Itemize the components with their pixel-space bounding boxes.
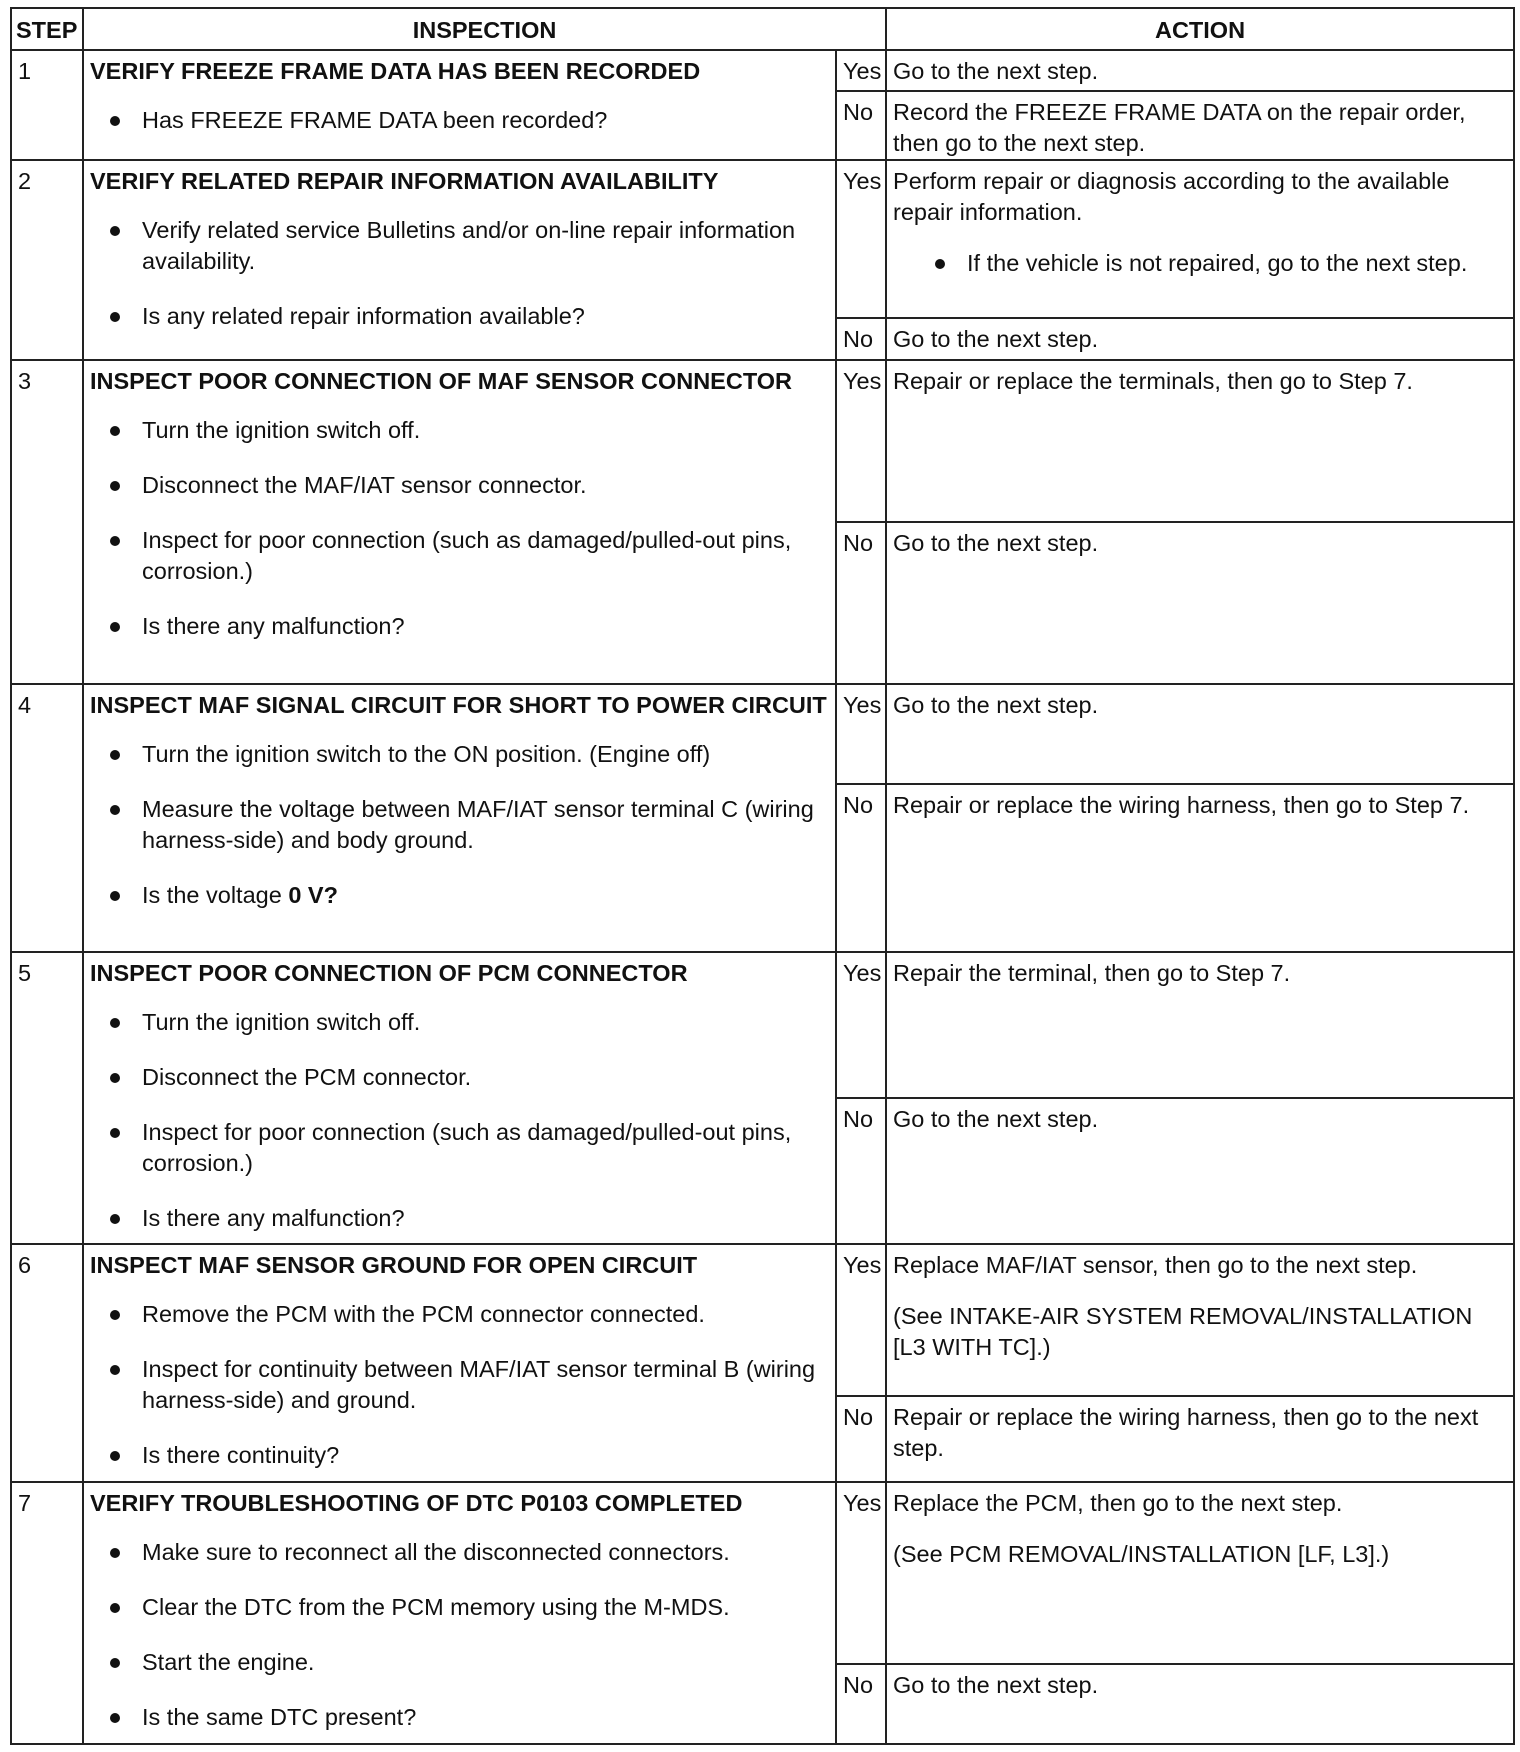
yes-label: Yes	[836, 684, 886, 784]
bullet-text: Make sure to reconnect all the disconnected connectors.	[142, 1539, 730, 1565]
list-item	[142, 1537, 829, 1568]
yes-label: Yes	[836, 952, 886, 1098]
step-number: 7	[11, 1482, 83, 1744]
no-action: Go to the next step.	[886, 318, 1514, 360]
bullet-icon	[110, 226, 120, 236]
yes-label: Yes	[836, 160, 886, 318]
inspection-bullets	[90, 1007, 829, 1234]
header-inspection: INSPECTION	[83, 8, 886, 50]
bullet-text: Is there continuity?	[142, 1442, 340, 1468]
bullet-icon	[110, 536, 120, 546]
step-number: 6	[11, 1244, 83, 1482]
no-action: Go to the next step.	[886, 522, 1514, 684]
inspection-bullets	[90, 105, 829, 136]
yes-action: Go to the next step.	[886, 684, 1514, 784]
inspection-title: INSPECT POOR CONNECTION OF PCM CONNECTOR	[90, 960, 688, 986]
diagnostic-procedure-table	[10, 7, 1515, 1745]
list-item	[142, 880, 829, 911]
table-row	[11, 50, 1514, 91]
yes-action: Replace the PCM, then go to the next step.	[893, 1490, 1343, 1516]
inspection-bullets	[90, 215, 829, 332]
no-action: Record the FREEZE FRAME DATA on the repair order, then go to the next step.	[886, 91, 1514, 160]
bullet-text: Turn the ignition switch to the ON position. (Engine off)	[142, 741, 711, 767]
table-header-row	[11, 8, 1514, 50]
no-action: Go to the next step.	[886, 1664, 1514, 1744]
list-item	[142, 525, 829, 587]
yes-action-note: (See PCM REMOVAL/INSTALLATION [LF, L3].)	[893, 1541, 1390, 1567]
bullet-icon	[110, 1365, 120, 1375]
list-item	[142, 415, 829, 446]
bullet-icon	[110, 1073, 120, 1083]
yes-action: Go to the next step.	[886, 50, 1514, 91]
bullet-text-bold: 0 V	[288, 882, 324, 908]
no-action: Go to the next step.	[886, 1098, 1514, 1244]
yes-action-note: (See INTAKE-AIR SYSTEM REMOVAL/INSTALLATION [L3 WITH TC].)	[893, 1303, 1473, 1360]
bullet-text: If the vehicle is not repaired, go to the next step.	[967, 250, 1468, 276]
no-label: No	[836, 318, 886, 360]
inspection-title: INSPECT MAF SIGNAL CIRCUIT FOR SHORT TO POWER CIRCUIT	[90, 692, 827, 718]
bullet-text: Verify related service Bulletins and/or on-line repair information availability.	[142, 217, 796, 274]
bullet-icon	[110, 891, 120, 901]
no-label: No	[836, 1396, 886, 1482]
bullet-icon	[110, 1128, 120, 1138]
bullet-icon	[110, 312, 120, 322]
no-action: Repair or replace the wiring harness, then go to Step 7.	[886, 784, 1514, 952]
bullet-icon	[110, 1310, 120, 1320]
bullet-icon	[110, 426, 120, 436]
bullet-text: Inspect for poor connection (such as damaged/pulled-out pins, corrosion.)	[142, 1119, 792, 1176]
bullet-text: Is any related repair information available?	[142, 303, 585, 329]
yes-action: Repair the terminal, then go to Step 7.	[886, 952, 1514, 1098]
bullet-icon	[110, 622, 120, 632]
yes-action: Repair or replace the terminals, then go to Step 7.	[886, 360, 1514, 522]
bullet-text: Inspect for poor connection (such as damaged/pulled-out pins, corrosion.)	[142, 527, 792, 584]
step-number: 1	[11, 50, 83, 160]
no-label: No	[836, 91, 886, 160]
bullet-icon	[110, 1018, 120, 1028]
list-item	[142, 105, 829, 136]
list-item	[142, 1647, 829, 1678]
inspection-cell	[83, 360, 836, 684]
inspection-cell	[83, 160, 836, 360]
list-item	[142, 1203, 829, 1234]
inspection-bullets	[90, 415, 829, 642]
list-item	[142, 794, 829, 856]
list-item	[142, 470, 829, 501]
no-label: No	[836, 522, 886, 684]
bullet-icon	[110, 1603, 120, 1613]
inspection-bullets	[90, 739, 829, 911]
bullet-text: Is there any malfunction?	[142, 613, 405, 639]
inspection-bullets	[90, 1537, 829, 1733]
bullet-text: Remove the PCM with the PCM connector connected.	[142, 1301, 705, 1327]
header-step: STEP	[11, 8, 83, 50]
bullet-text: Disconnect the PCM connector.	[142, 1064, 472, 1090]
bullet-text-prefix: Is the voltage	[142, 882, 289, 908]
no-label: No	[836, 1098, 886, 1244]
bullet-icon	[110, 805, 120, 815]
yes-action-cell	[886, 1244, 1514, 1396]
table-row	[11, 952, 1514, 1098]
inspection-cell	[83, 1482, 836, 1744]
list-item	[142, 611, 829, 642]
inspection-bullets	[90, 1299, 829, 1471]
yes-action-cell	[886, 1482, 1514, 1664]
no-action: Repair or replace the wiring harness, then go to the next step.	[886, 1396, 1514, 1482]
bullet-icon	[110, 116, 120, 126]
list-item	[967, 248, 1507, 279]
step-number: 2	[11, 160, 83, 360]
table-row	[11, 684, 1514, 784]
inspection-title: VERIFY FREEZE FRAME DATA HAS BEEN RECORDED	[90, 58, 701, 84]
bullet-text: Measure the voltage between MAF/IAT sensor terminal C (wiring harness-side) and body ground.	[142, 796, 814, 853]
bullet-text-suffix: ?	[323, 882, 338, 908]
list-item	[142, 1702, 829, 1733]
table-row	[11, 360, 1514, 522]
bullet-icon	[110, 1548, 120, 1558]
list-item	[142, 1117, 829, 1179]
inspection-cell	[83, 1244, 836, 1482]
step-number: 5	[11, 952, 83, 1244]
bullet-text: Clear the DTC from the PCM memory using the M-MDS.	[142, 1594, 730, 1620]
step-number: 3	[11, 360, 83, 684]
inspection-cell	[83, 952, 836, 1244]
list-item	[142, 1440, 829, 1471]
step-number: 4	[11, 684, 83, 952]
inspection-cell	[83, 684, 836, 952]
bullet-icon	[935, 259, 945, 269]
header-action: ACTION	[886, 8, 1514, 50]
no-label: No	[836, 1664, 886, 1744]
inspection-title: INSPECT POOR CONNECTION OF MAF SENSOR CONNECTOR	[90, 368, 792, 394]
inspection-title: VERIFY RELATED REPAIR INFORMATION AVAILABILITY	[90, 168, 719, 194]
list-item	[142, 1299, 829, 1330]
bullet-text: Turn the ignition switch off.	[142, 1009, 421, 1035]
table-row	[11, 1482, 1514, 1664]
yes-action-cell	[886, 160, 1514, 318]
bullet-icon	[110, 481, 120, 491]
list-item	[142, 301, 829, 332]
bullet-icon	[110, 1658, 120, 1668]
bullet-text: Turn the ignition switch off.	[142, 417, 421, 443]
bullet-text: Disconnect the MAF/IAT sensor connector.	[142, 472, 587, 498]
bullet-icon	[110, 1713, 120, 1723]
table-row	[11, 1244, 1514, 1396]
inspection-cell	[83, 50, 836, 160]
bullet-text: Start the engine.	[142, 1649, 315, 1675]
bullet-icon	[110, 1214, 120, 1224]
list-item	[142, 1062, 829, 1093]
yes-label: Yes	[836, 360, 886, 522]
bullet-text: Is the same DTC present?	[142, 1704, 417, 1730]
inspection-title: INSPECT MAF SENSOR GROUND FOR OPEN CIRCUIT	[90, 1252, 698, 1278]
yes-label: Yes	[836, 1244, 886, 1396]
yes-label: Yes	[836, 1482, 886, 1664]
list-item	[142, 739, 829, 770]
no-label: No	[836, 784, 886, 952]
yes-label: Yes	[836, 50, 886, 91]
action-bullets	[893, 248, 1507, 279]
list-item	[142, 1007, 829, 1038]
bullet-text: Is there any malfunction?	[142, 1205, 405, 1231]
bullet-icon	[110, 750, 120, 760]
bullet-text: Has FREEZE FRAME DATA been recorded?	[142, 107, 608, 133]
list-item	[142, 1354, 829, 1416]
table-row	[11, 160, 1514, 318]
list-item	[142, 215, 829, 277]
list-item	[142, 1592, 829, 1623]
yes-action: Replace MAF/IAT sensor, then go to the next step.	[893, 1252, 1418, 1278]
bullet-text: Inspect for continuity between MAF/IAT sensor terminal B (wiring harness-side) and ground.	[142, 1356, 816, 1413]
bullet-icon	[110, 1451, 120, 1461]
yes-action: Perform repair or diagnosis according to the available repair information.	[893, 168, 1450, 225]
inspection-title: VERIFY TROUBLESHOOTING OF DTC P0103 COMPLETED	[90, 1490, 743, 1516]
